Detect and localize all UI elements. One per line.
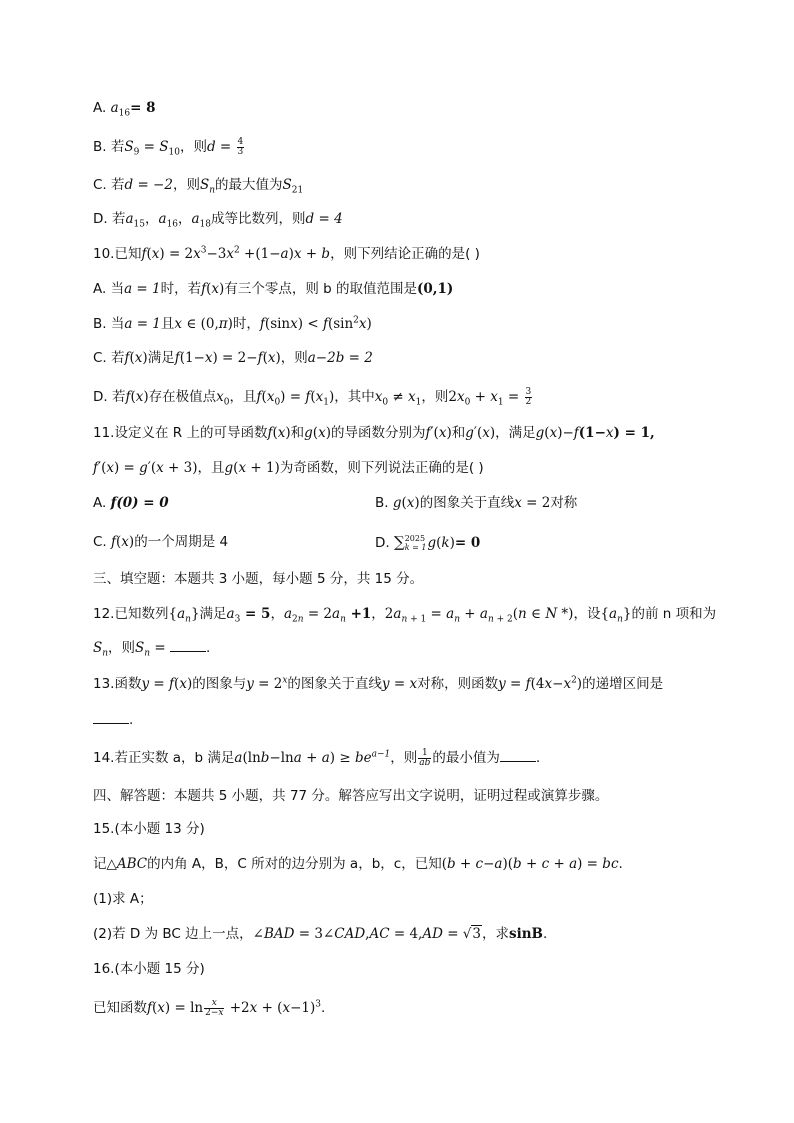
q9-option-b: B. 若$S_9 = S_{10}$，则d = $\frac{4}{3}$ [93,136,244,158]
q15-part2: (2)若 D 为 BC 边上一点，∠BAD = 3∠CAD,AC = 4,AD = √3，求sinB. [93,926,548,942]
q12-line2: $S_n$，则$S_n$ = . [93,640,211,659]
q13-line1: 13.函数y = f(x)的图象与$y = 2^x$的图象关于直线y = x对称，则函数$y = f(4x-x^2)$的递增区间是 [93,675,664,692]
fraction: $\frac{1}{ab}$ [419,747,431,768]
fraction: $\frac{3}{2}$ [525,386,532,407]
q11-option-b: B. g(x)的图象关于直线x = 2对称 [375,495,578,511]
q14: 14.若正实数 a，b 满足$a(\ln b-\ln a + a) \ge be^{a-1}$，则 $\frac{1}{ab}$ 的最小值为 . [93,747,541,768]
q10-option-b: B. 当a = 1且x ∈ (0,π)时，$f(\sin x) < f(\sin^2x)$ [93,315,372,332]
q11-option-c: C. f(x)的一个周期是 4 [93,534,229,550]
answer-blank[interactable] [500,749,536,762]
q9-option-c: C. 若d = −2，则$S_n$的最大值为$S_{21}$ [93,177,304,196]
q13-line2: . [93,710,133,730]
q10-option-a: A. 当a = 1时，若f(x)有三个零点，则 b 的取值范围是(0,1) [93,281,454,297]
answer-blank[interactable] [170,639,206,652]
q10-option-c: C. 若f(x)满足f(1−x) = 2−f(x)，则a−2b = 2 [93,350,373,366]
q11-option-a: A. f(0) = 0 [93,495,169,511]
fraction: $\frac{x}{2-x}$ [205,997,224,1018]
answer-blank[interactable] [93,711,129,724]
q12-line1: 12.已知数列$\{a_n\}$满足$a_3 = 5$，$a_{2n} = 2a_n +1$，$2a_n$ $_{+ 1} = a_n + a_n$ $_{+ 2}$(n ∈ N *)，设$\{a_n\}$的前 n 项和为 [93,606,717,625]
fraction: $\frac{4}{3}$ [237,136,244,157]
q15-part1: (1)求 A； [93,891,153,907]
summation-limits: 2025 k = 1 [404,534,427,552]
q15-stem: 记△ABC的内角 A，B，C 所对的边分别为 a，b，c，已知(b + c−a)(b + c + a) = bc. [93,856,623,872]
q11-option-d: D. ∑ 2025 k = 1 g(k)= 0 [375,533,481,552]
q11-stem-line2: f′(x) = g′(x + 3)，且g(x + 1)为奇函数，则下列说法正确的是( ) [93,460,484,476]
q9-option-a: A. $a_{16}= 8$ [93,100,156,119]
q15-heading: 15.(本小题 13 分) [93,821,205,837]
q10-option-d: D. 若f(x)存在极值点$x_0$，且$f(x_0) = f(x_1)$，其中$x_0 \ne x_1$，则$2x_0 + x_1$ = $\frac{3}{2}$ [93,386,532,408]
q11-stem-line1: 11.设定义在 R 上的可导函数f(x)和g(x)的导函数分别为f′(x)和g′(x)，满足g(x)−f(1−x) = 1, [93,425,655,441]
section-4-heading: 四、解答题：本题共 5 小题，共 77 分。解答应写出文字说明，证明过程或演算步骤。 [93,788,609,804]
q16-heading: 16.(本小题 15 分) [93,961,205,977]
q16-stem: 已知函数f(x) = ln $\frac{x}{2-x}$ $+2x + (x-1)^3$. [93,997,326,1018]
section-3-heading: 三、填空题：本题共 3 小题，每小题 5 分，共 15 分。 [93,571,424,587]
q9-option-d: D. 若$a_{15}$，$a_{16}$，$a_{18}$成等比数列，则d = 4 [93,211,343,230]
q10-stem: 10.已知$f(x) = 2x^3-3x^2 +(1-a)x + b$，则下列结论正确的是( ) [93,245,480,262]
